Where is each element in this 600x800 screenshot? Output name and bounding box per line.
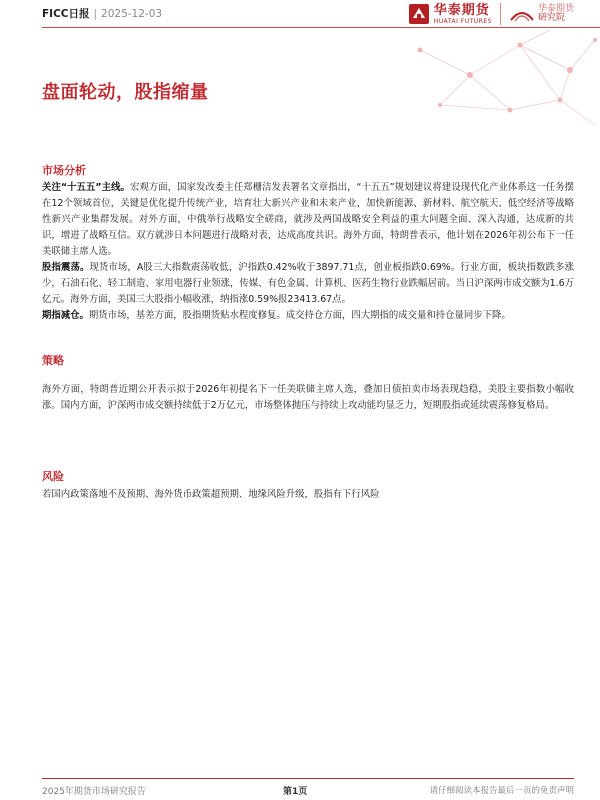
market-paragraph-futures [42, 308, 574, 324]
institute-top: 华泰期货 [537, 3, 574, 14]
market-analysis-heading: 市场分析 [42, 164, 86, 177]
logo-divider [500, 3, 501, 25]
report-label: FICC日报 | 2025-12-03 [42, 8, 163, 20]
report-date: 2025-12-03 [101, 8, 163, 20]
market-paragraph-spot [42, 260, 574, 308]
market-analysis-section [42, 162, 574, 324]
disclaimer-note: 请仔细阅读本报告最后一页的免责声明 [429, 786, 574, 796]
network-pattern-icon [400, 30, 600, 130]
institute-bottom: 研究院 [537, 13, 565, 23]
spot-lead: 股指震荡。 [42, 262, 90, 273]
futures-text: 期货市场，基差方面，股指期货贴水程度修复。成交持仓方面，四大期指的成交量和持仓量同步下降。 [88, 310, 511, 321]
brand-logos [408, 1, 574, 27]
risk-text: 若国内政策落地不及预期、海外货币政策超预期、地缘风险升级，股指有下行风险 [42, 489, 380, 500]
header-rule [42, 27, 600, 28]
macro-lead: 关注“十五五”主线。 [42, 182, 130, 193]
huatai-logo-icon [408, 3, 430, 25]
page-title: 盘面轮动，股指缩量 [42, 82, 209, 103]
logo-cn: 华泰期货 [433, 2, 490, 18]
institute-logo-icon [509, 4, 535, 24]
logo-en: HUATAI FUTURES [433, 17, 492, 25]
risk-heading: 风险 [42, 470, 64, 483]
institute-text [538, 5, 574, 24]
market-paragraph-macro [42, 180, 574, 260]
page-number: 第1页 [283, 787, 308, 797]
macro-text: 宏观方面，国家发改委主任郑栅洁发表署名文章指出，“十五五”规划建议将建设现代化产业体系这一任务摆在12个领域首位，关键是优化提升传统产业，培育壮大新兴产业和未来产业，加快新能源、新材料、航空航天、低空经济等战略性新兴产业集群发展。对外方面，中俄举行战略安全磋商，就涉及两国战略安全利益的重大问题全面、深入沟通，达成新的共识，增进了战略互信。双方就涉日本问题进行战略对表，达成高度共识。海外方面，特朗普表示，他计划在2026年初公布下一任美联储主席人选。 [42, 182, 575, 257]
strategy-text: 海外方面，特朗普近期公开表示拟于2026年初提名下一任美联储主席人选，叠加日债拍卖市场表现趋稳，美股主要指数小幅收涨。国内方面，沪深两市成交额持续低于2万亿元，市场整体抛压与持续上攻动能均显乏力，短期股指或延续震荡修复格局。 [42, 384, 574, 411]
footer-rule [42, 778, 574, 779]
risk-section [42, 468, 574, 503]
strategy-section [42, 352, 574, 414]
futures-lead: 期指减仓。 [42, 310, 89, 321]
footer-report-name: 2025年期货市场研究报告 [42, 787, 146, 797]
strategy-heading: 策略 [42, 354, 64, 367]
report-name: FICC日报 [42, 8, 90, 20]
huatai-logo-text [434, 4, 492, 25]
page-footer [0, 778, 600, 800]
spot-text: 现货市场，A股三大指数震荡收低，沪指跌0.42%收于3897.71点，创业板指跌0.69%。行业方面，板块指数跌多涨少，石油石化、轻工制造、家用电器行业领涨，传媒、有色金属、计算机、医药生物行业跌幅居前。当日沪深两市成交额为1.6万亿元。海外方面，美国三大股指小幅收涨，纳指涨0.59%报23413.67点。 [42, 262, 574, 305]
page-header [0, 0, 600, 30]
